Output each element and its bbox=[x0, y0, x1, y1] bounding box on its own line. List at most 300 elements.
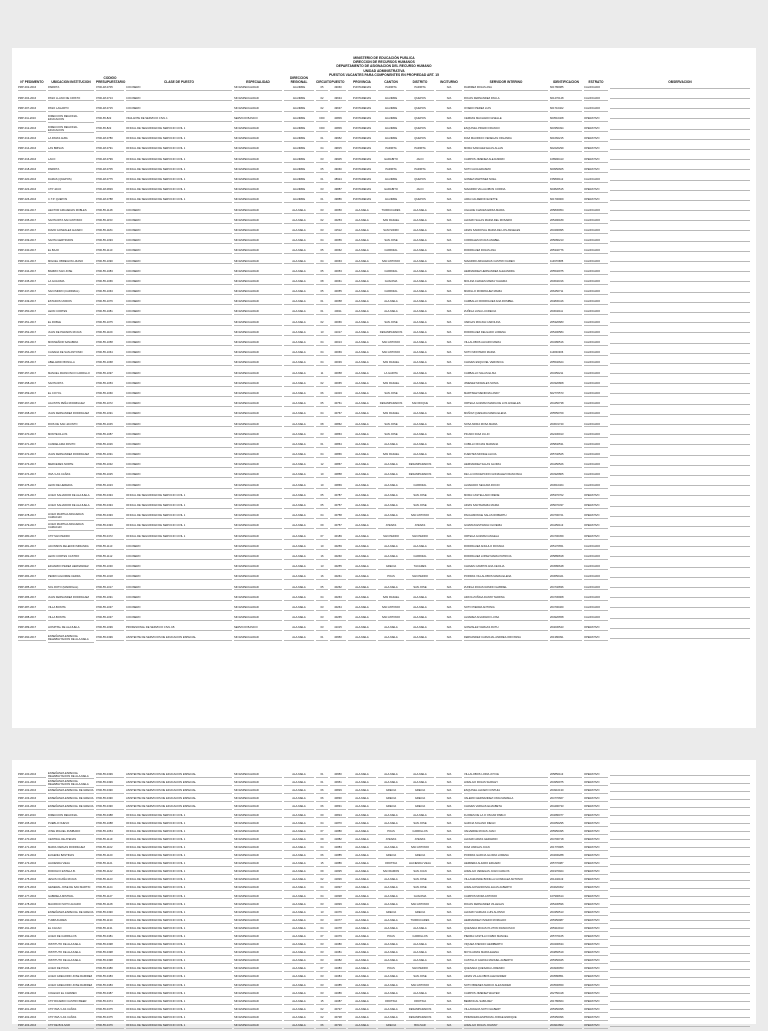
cell-text: BARRIO SAN JOSE bbox=[48, 271, 94, 275]
cell-text: SIN ESPECIALIDAD bbox=[234, 474, 282, 478]
cell-cir bbox=[315, 837, 329, 845]
cell-serv bbox=[463, 583, 549, 593]
cell-esp bbox=[233, 349, 283, 359]
cell-text: 01 bbox=[316, 444, 328, 448]
cell-text: N/A bbox=[436, 352, 462, 356]
cell-iden bbox=[549, 845, 583, 853]
cell-text: 204730908 bbox=[550, 597, 582, 601]
cell-text: JACO bbox=[406, 189, 434, 193]
cell-num bbox=[17, 461, 47, 471]
cell-text: ALAJUELA bbox=[284, 790, 314, 794]
cell-text: 205950495 bbox=[550, 831, 582, 835]
cell-prov bbox=[347, 553, 377, 563]
cell-text: 41884 bbox=[330, 847, 346, 851]
cell-dist bbox=[405, 492, 435, 502]
cell-obs bbox=[609, 821, 751, 829]
cell-num bbox=[17, 339, 47, 349]
cell-serv bbox=[463, 788, 549, 796]
cell-clase bbox=[125, 308, 233, 318]
cell-text: LEON CORTES bbox=[48, 311, 94, 315]
cell-esp bbox=[233, 288, 283, 298]
cell-ubi bbox=[47, 532, 95, 542]
cell-text: OFICIAL DE SEGURIDAD DE SERVICIO CIVIL 1 bbox=[126, 896, 232, 900]
cell-text: SIN ESPECIALIDAD bbox=[234, 332, 282, 336]
cell-iden bbox=[549, 196, 583, 206]
cell-can bbox=[377, 934, 405, 942]
cell-text: ALAJUELA bbox=[284, 920, 314, 924]
cell-text: N/A bbox=[436, 993, 462, 997]
cell-dir bbox=[283, 125, 315, 135]
cell-text: SIN ESPECIALIDAD bbox=[234, 108, 282, 112]
cell-can bbox=[377, 247, 405, 257]
cell-esp bbox=[233, 918, 283, 926]
cell-serv bbox=[463, 227, 549, 237]
cell-dir bbox=[283, 812, 315, 820]
cell-text: 602220299 bbox=[550, 148, 582, 152]
cell-estr bbox=[583, 780, 609, 788]
cell-text: COCINERO bbox=[126, 474, 232, 478]
cell-dir bbox=[283, 624, 315, 634]
cell-text: ALAJUELA bbox=[284, 373, 314, 377]
cell-dist bbox=[405, 966, 435, 974]
cell-esp bbox=[233, 885, 283, 893]
cell-text: PMP-084-2017 bbox=[18, 576, 46, 580]
cell-num bbox=[17, 553, 47, 563]
cell-text: AGUIRRE bbox=[284, 138, 314, 142]
cell-dist bbox=[405, 614, 435, 624]
cell-text: 205490189 bbox=[550, 220, 582, 224]
cell-serv bbox=[463, 512, 549, 522]
cell-ubi bbox=[47, 492, 95, 502]
cell-text: 0700-55-0493 bbox=[96, 515, 124, 519]
cell-text: 0700-55-1018 bbox=[96, 576, 124, 580]
cell-num bbox=[17, 788, 47, 796]
cell-esp bbox=[233, 217, 283, 227]
cell-esp bbox=[233, 829, 283, 837]
cell-text: ALAJUELA bbox=[378, 515, 404, 519]
cell-text: 40253 bbox=[330, 220, 346, 224]
cell-text: 0700-48-0780 bbox=[96, 138, 124, 142]
cell-text: ALAJUELA bbox=[348, 424, 376, 428]
cell-text: COCINERO bbox=[126, 383, 232, 387]
cell-text: 04 bbox=[316, 240, 328, 244]
cell-serv bbox=[463, 369, 549, 379]
cell-can bbox=[377, 594, 405, 604]
cell-text: 40011 bbox=[330, 311, 346, 315]
cell-iden bbox=[549, 877, 583, 885]
cell-text: CALIFICADO bbox=[584, 261, 608, 265]
cell-cod bbox=[95, 583, 125, 593]
cell-text: ALAJUELA bbox=[406, 627, 434, 631]
cell-dist bbox=[405, 1007, 435, 1015]
cell-pue bbox=[329, 918, 347, 926]
cell-estr bbox=[583, 918, 609, 926]
cell-obs bbox=[609, 788, 751, 796]
cell-text: ALAJUELA bbox=[348, 637, 376, 641]
cell-dir bbox=[283, 156, 315, 166]
cell-text: 0700-55-0490 bbox=[96, 912, 124, 916]
cell-dist bbox=[405, 788, 435, 796]
cell-text bbox=[610, 888, 750, 889]
cell-num bbox=[17, 902, 47, 910]
cell-inc bbox=[435, 885, 463, 893]
cell-text: ALAJUELA bbox=[284, 839, 314, 843]
cell-can bbox=[377, 804, 405, 812]
cell-text bbox=[610, 220, 750, 221]
cell-text: OFICIAL DE SEGURIDAD DE SERVICIO CIVIL 1 bbox=[126, 904, 232, 908]
cell-obs bbox=[609, 910, 751, 918]
cell-obs bbox=[609, 543, 751, 553]
cell-text: 204930053 bbox=[550, 968, 582, 972]
cell-text: GRECIA bbox=[406, 790, 434, 794]
cell-ubi bbox=[47, 918, 95, 926]
cell-text: PMP-026-2016 bbox=[18, 199, 46, 203]
cell-dist bbox=[405, 861, 435, 869]
cell-num bbox=[17, 958, 47, 966]
cell-dist bbox=[405, 804, 435, 812]
cell-text: 40809 bbox=[330, 128, 346, 132]
cell-text: PASO LLANO DE CRISTO bbox=[48, 98, 94, 102]
cell-text: AGUIRRE bbox=[284, 87, 314, 91]
cell-text: SIN ESPECIALIDAD bbox=[234, 87, 282, 91]
cell-obs bbox=[609, 431, 751, 441]
cell-text: ALFARO SALAS MARIA DEL ROSARIO bbox=[464, 220, 548, 224]
cell-obs bbox=[609, 94, 751, 104]
cell-text: 41828 bbox=[330, 896, 346, 900]
cell-inc bbox=[435, 942, 463, 950]
cell-text bbox=[610, 856, 750, 857]
cell-dir bbox=[283, 821, 315, 829]
cell-prov bbox=[347, 186, 377, 196]
cell-text: ALAJUELA bbox=[378, 879, 404, 883]
cell-text: 40189 bbox=[330, 536, 346, 540]
cell-prov bbox=[347, 594, 377, 604]
cell-text: OPERATIVO bbox=[584, 904, 608, 908]
cell-serv bbox=[463, 563, 549, 573]
cell-text bbox=[610, 118, 750, 119]
cell-text bbox=[610, 567, 750, 568]
cell-prov bbox=[347, 563, 377, 573]
cell-text: CALIFICADO bbox=[584, 383, 608, 387]
cell-text: JUAN FERNANDEZ RODRIGUEZ bbox=[48, 454, 94, 458]
cell-text bbox=[610, 343, 750, 344]
cell-dir bbox=[283, 885, 315, 893]
table-row bbox=[17, 594, 751, 604]
cell-text: 205540624 bbox=[550, 362, 582, 366]
cell-text: COCINERO bbox=[126, 556, 232, 560]
cell-dir bbox=[283, 614, 315, 624]
cell-prov bbox=[347, 105, 377, 115]
cell-clase bbox=[125, 1023, 233, 1031]
cell-text: OPERATIVO bbox=[584, 887, 608, 891]
cell-text: POAS bbox=[378, 576, 404, 580]
cell-can bbox=[377, 217, 405, 227]
cell-text: SAN ANTONIO bbox=[378, 342, 404, 346]
cell-text: N/A bbox=[436, 220, 462, 224]
cell-dist bbox=[405, 380, 435, 390]
cell-text: ALAJUELA bbox=[348, 798, 376, 802]
cell-estr bbox=[583, 829, 609, 837]
cell-pue bbox=[329, 105, 347, 115]
cell-text bbox=[610, 383, 750, 384]
cell-num bbox=[17, 812, 47, 820]
cell-text: SIN ESPECIALIDAD bbox=[234, 536, 282, 540]
cell-ubi bbox=[47, 780, 95, 788]
cell-text: SOSA MORA ROSA MARIA bbox=[464, 424, 548, 428]
cell-pue bbox=[329, 217, 347, 227]
cell-text: ALAJUELA bbox=[348, 464, 376, 468]
cell-text: CALIFICADO bbox=[584, 332, 608, 336]
cell-text: 05 bbox=[316, 505, 328, 509]
cell-prov bbox=[347, 918, 377, 926]
cell-text: SIN ESPECIALIDAD bbox=[234, 159, 282, 163]
cell-text: ALAJUELA bbox=[284, 311, 314, 315]
cell-text: SAN ANTONIO bbox=[378, 607, 404, 611]
cell-num bbox=[17, 349, 47, 359]
cell-text: ALAJUELA bbox=[406, 815, 434, 819]
cell-can bbox=[377, 942, 405, 950]
cell-num bbox=[17, 861, 47, 869]
table-row bbox=[17, 796, 751, 804]
cell-obs bbox=[609, 268, 751, 278]
cell-text: SIN ESPECIALIDAD bbox=[234, 928, 282, 932]
vacancies-table-page-1 bbox=[17, 77, 751, 645]
cell-esp bbox=[233, 451, 283, 461]
cell-ubi bbox=[47, 502, 95, 512]
cell-dir bbox=[283, 999, 315, 1007]
column-header-cir: CIRCUITO bbox=[316, 79, 332, 84]
cell-text: 00 bbox=[316, 815, 328, 819]
cell-text: OPERATIVO bbox=[584, 138, 608, 142]
cell-clase bbox=[125, 532, 233, 542]
cell-text: 0700-55-1017 bbox=[96, 587, 124, 591]
cell-cir bbox=[315, 893, 329, 901]
cell-text: ALAJUELA bbox=[406, 261, 434, 265]
cell-dir bbox=[283, 319, 315, 329]
cell-text: CTP INVU LAS CAÑAS bbox=[48, 1017, 94, 1021]
cell-esp bbox=[233, 115, 283, 125]
cell-cir bbox=[315, 942, 329, 950]
cell-clase bbox=[125, 583, 233, 593]
cell-estr bbox=[583, 877, 609, 885]
cell-prov bbox=[347, 974, 377, 982]
cell-text: N/A bbox=[436, 960, 462, 964]
cell-can bbox=[377, 999, 405, 1007]
cell-text: ALAJUELA bbox=[284, 536, 314, 540]
cell-text: GRECIA bbox=[406, 798, 434, 802]
cell-text: VILLA BONITA bbox=[48, 617, 94, 621]
cell-text: OFICIAL DE SEGURIDAD DE SERVICIO CIVIL 1 bbox=[126, 879, 232, 883]
cell-iden bbox=[549, 950, 583, 958]
cell-text: PMP-080-2017 bbox=[18, 536, 46, 540]
cell-ubi bbox=[47, 910, 95, 918]
cell-estr bbox=[583, 885, 609, 893]
cell-text: 06 bbox=[316, 790, 328, 794]
cell-iden bbox=[549, 125, 583, 135]
cell-num bbox=[17, 974, 47, 982]
table-row bbox=[17, 441, 751, 451]
cell-iden bbox=[549, 94, 583, 104]
cell-clase bbox=[125, 861, 233, 869]
cell-iden bbox=[549, 268, 583, 278]
cell-cir bbox=[315, 166, 329, 176]
cell-text: 06 bbox=[316, 806, 328, 810]
cell-esp bbox=[233, 902, 283, 910]
cell-text: N/A bbox=[436, 474, 462, 478]
cell-inc bbox=[435, 145, 463, 155]
cell-can bbox=[377, 431, 405, 441]
cell-iden bbox=[549, 482, 583, 492]
cell-clase bbox=[125, 166, 233, 176]
cell-estr bbox=[583, 319, 609, 329]
cell-ubi bbox=[47, 349, 95, 359]
cell-text: SAN PEDRO bbox=[378, 536, 404, 540]
cell-cod bbox=[95, 329, 125, 339]
cell-text: EL BAJO bbox=[48, 250, 94, 254]
cell-estr bbox=[583, 1023, 609, 1031]
cell-inc bbox=[435, 135, 463, 145]
cell-obs bbox=[609, 105, 751, 115]
cell-text: ALAJUELA bbox=[284, 936, 314, 940]
cell-text: 205770087 bbox=[550, 863, 582, 867]
cell-text: SAN ANTONIO bbox=[406, 904, 434, 908]
cell-text: ALAJUELA bbox=[284, 291, 314, 295]
cell-text: ALAJUELA bbox=[406, 352, 434, 356]
cell-text: PRIMAVERA ESPINOZA JORGE ENRIQUE bbox=[464, 1017, 548, 1021]
cell-pue bbox=[329, 796, 347, 804]
cell-num bbox=[17, 934, 47, 942]
cell-serv bbox=[463, 410, 549, 420]
cell-prov bbox=[347, 390, 377, 400]
cell-text: PMP-016-2016 bbox=[18, 159, 46, 163]
cell-cod bbox=[95, 926, 125, 934]
cell-estr bbox=[583, 268, 609, 278]
cell-text bbox=[610, 1026, 750, 1027]
cell-clase bbox=[125, 553, 233, 563]
table-row bbox=[17, 1015, 751, 1023]
cell-text bbox=[610, 864, 750, 865]
cell-text: OPERATIVO bbox=[584, 525, 608, 529]
cell-text: ALAJUELA bbox=[348, 261, 376, 265]
table-row bbox=[17, 522, 751, 532]
cell-text: ALAJUELA bbox=[406, 322, 434, 326]
table-row bbox=[17, 877, 751, 885]
cell-esp bbox=[233, 502, 283, 512]
cell-text: CALIFICADO bbox=[584, 587, 608, 591]
cell-obs bbox=[609, 942, 751, 950]
table-row bbox=[17, 885, 751, 893]
cell-text: OFICIAL DE SEGURIDAD DE SERVICIO CIVIL 1 bbox=[126, 968, 232, 972]
cell-inc bbox=[435, 926, 463, 934]
cell-text: PMP-202-2016 bbox=[18, 1017, 46, 1021]
cell-text: 09 bbox=[316, 871, 328, 875]
cell-text: HACIENDA VIEJA bbox=[406, 863, 434, 867]
cell-text: MUÑOZ QUESADA MARIA ELENA bbox=[464, 413, 548, 417]
cell-text: 40727 bbox=[330, 1009, 346, 1013]
cell-text: DIRECCION REGIONAL EDUCACION bbox=[48, 116, 94, 123]
cell-text: ALAJUELA bbox=[348, 1009, 376, 1013]
cell-cod bbox=[95, 780, 125, 788]
cell-can bbox=[377, 125, 405, 135]
cell-esp bbox=[233, 543, 283, 553]
cell-can bbox=[377, 390, 405, 400]
cell-text: 204700460 bbox=[550, 607, 582, 611]
cell-serv bbox=[463, 166, 549, 176]
cell-text: 0700-65-822 bbox=[96, 128, 124, 132]
cell-text bbox=[610, 373, 750, 374]
cell-pue bbox=[329, 196, 347, 206]
cell-prov bbox=[347, 950, 377, 958]
cell-serv bbox=[463, 319, 549, 329]
cell-num bbox=[17, 877, 47, 885]
cell-text: ALAJUELA bbox=[406, 960, 434, 964]
cell-clase bbox=[125, 329, 233, 339]
cell-text: OFICIAL DE SEGURIDAD DE SERVICIO CIVIL 1 bbox=[126, 1009, 232, 1013]
cell-text: N/A bbox=[436, 98, 462, 102]
cell-text: 04 bbox=[316, 887, 328, 891]
cell-esp bbox=[233, 958, 283, 966]
cell-iden bbox=[549, 926, 583, 934]
cell-cod bbox=[95, 247, 125, 257]
column-header-inc: INCITURNO bbox=[440, 79, 458, 84]
cell-text: 0700-55-1102 bbox=[96, 847, 124, 851]
cell-esp bbox=[233, 604, 283, 614]
cell-text: N/A bbox=[436, 976, 462, 980]
cell-estr bbox=[583, 958, 609, 966]
cell-text: SIN ESPECIALIDAD bbox=[234, 434, 282, 438]
cell-text: SAN ANTONIO bbox=[406, 515, 434, 519]
cell-ubi bbox=[47, 845, 95, 853]
cell-text: SIN ESPECIALIDAD bbox=[234, 839, 282, 843]
cell-text: EDUARDO PEREZ HERNANDEZ bbox=[48, 566, 94, 570]
table-row bbox=[17, 135, 751, 145]
cell-text: 203400634 bbox=[550, 944, 582, 948]
cell-can bbox=[377, 604, 405, 614]
table-row bbox=[17, 278, 751, 288]
cell-text: COCINERO bbox=[126, 98, 232, 102]
cell-pue bbox=[329, 482, 347, 492]
cell-cod bbox=[95, 788, 125, 796]
cell-obs bbox=[609, 594, 751, 604]
cell-num bbox=[17, 166, 47, 176]
cell-clase bbox=[125, 966, 233, 974]
cell-estr bbox=[583, 532, 609, 542]
cell-cod bbox=[95, 829, 125, 837]
cell-inc bbox=[435, 553, 463, 563]
cell-text: ALAJUELA bbox=[348, 566, 376, 570]
cell-text: 12 bbox=[316, 464, 328, 468]
cell-cod bbox=[95, 804, 125, 812]
cell-estr bbox=[583, 869, 609, 877]
cell-text: 49905 bbox=[330, 159, 346, 163]
cell-estr bbox=[583, 206, 609, 216]
cell-text: AGUSTIN PEÑA RODRIGUEZ bbox=[48, 403, 94, 407]
cell-text: GRECIA bbox=[378, 912, 404, 916]
cell-text: 41880 bbox=[330, 831, 346, 835]
cell-iden bbox=[549, 614, 583, 624]
cell-text: ALAJUELA bbox=[378, 960, 404, 964]
cell-can bbox=[377, 614, 405, 624]
cell-text: CALIFICADO bbox=[584, 373, 608, 377]
cell-num bbox=[17, 885, 47, 893]
cell-cod bbox=[95, 966, 125, 974]
cell-text: ALAJUELA bbox=[378, 1009, 404, 1013]
cell-text: ALAJUELA bbox=[406, 944, 434, 948]
cell-text: ALAJUELA bbox=[348, 993, 376, 997]
cell-prov bbox=[347, 257, 377, 267]
cell-prov bbox=[347, 1015, 377, 1023]
cell-esp bbox=[233, 821, 283, 829]
